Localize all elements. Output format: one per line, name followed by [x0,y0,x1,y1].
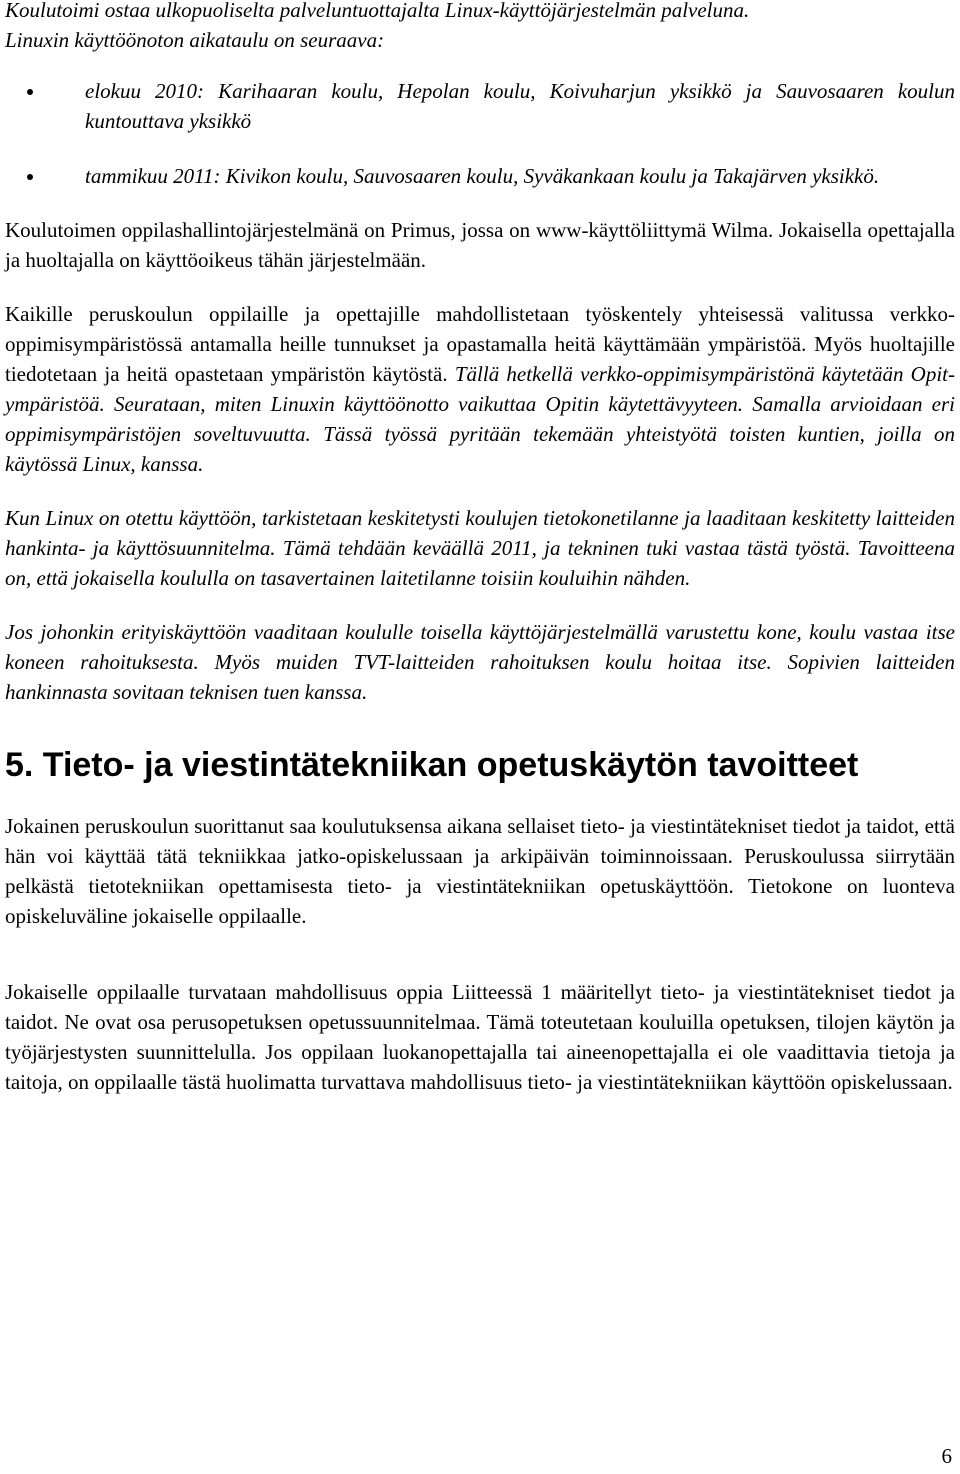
learning-environment-paragraph [5,299,955,479]
list-item [5,161,955,191]
inventory-paragraph: Kun Linux on otettu käyttöön, tarkistetaan keskitetysti koulujen tietokonetilanne ja laaditaan keskitetty laitteiden hankinta- ja käyttösuunnitelma. Tämä tehdään keväällä 2011, ja tekninen tuki vastaa tästä työstä. Tavoitteena on, että jokaisella koululla on tasavertainen laitetilanne toisiin kouluihin nähden. [5,506,955,590]
primus-paragraph: Koulutoimen oppilashallintojärjestelmänä on Primus, jossa on www-käyttöliittymä Wilma. Jokaisella opettajalla ja huoltajalla on käyttöoikeus tähän järjestelmään. [5,218,955,272]
bullet-icon [27,174,33,180]
schedule-item-text: tammikuu 2011: Kivikon koulu, Sauvosaaren koulu, Syväkankaan koulu ja Takajärven yksikkö. [85,164,880,188]
schedule-item-text: elokuu 2010: Karihaaran koulu, Hepolan koulu, Koivuharjun yksikkö ja Sauvosaaren koulun kuntouttava yksikkö [85,79,955,133]
learning-environment-text: Kaikille peruskoulun oppilaille ja opettajille mahdollistetaan työskentely yhteisessä valitussa verkko-oppimisympäristössä antamalla heille tunnukset ja opastamalla heitä käyttämään ympäristöä. Myös huoltajille tiedotetaan ja heitä opastetaan ympäristön käytöstä. [5,302,955,386]
special-use-paragraph: Jos johonkin erityiskäyttöön vaaditaan koululle toisella käyttöjärjestelmällä varustettu kone, koulu vastaa itse koneen rahoituksesta. Myös muiden TVT-laitteiden rahoituksen koulu hoitaa itse. Sopivien laitteiden hankinnasta sovitaan teknisen tuen kanssa. [5,620,955,704]
page-number: 6 [941,1444,952,1468]
bullet-icon [27,89,33,95]
goals-paragraph: Jokainen peruskoulun suorittanut saa koulutuksensa aikana sellaiset tieto- ja viestintätekniset tiedot ja taidot, että hän voi käyttää tätä tekniikkaa jatko-opiskelussaan ja arkipäivän toiminnoissaan. Peruskoulussa siirrytään pelkästä tietotekniikan opettamisesta tieto- ja viestintätekniikan opetuskäyttöön. Tietokone on luonteva opiskeluväline jokaiselle oppilaalle. [5,814,955,928]
section-heading: 5. Tieto- ja viestintätekniikan opetuskäytön tavoitteet [5,746,859,784]
schedule-list [5,76,955,191]
list-item [5,76,955,136]
appendix-paragraph: Jokaiselle oppilaalle turvataan mahdollisuus oppia Liitteessä 1 määritellyt tieto- ja viestintätekniset tiedot ja taidot. Ne ovat osa perusopetuksen opetussuunnitelmaa. Tämä toteutetaan kouluilla opetuksen, tilojen käytön ja työjärjestysten suunnittelulla. Jos oppilaan luokanopettajalla tai aineenopettajalla ei ole vaadittavia tietoja ja taitoja, on oppilaalle tästä huolimatta turvattava mahdollisuus tieto- ja viestintätekniikan käyttöön opiskelussaan. [5,980,955,1094]
learning-environment-italic-text: Tällä hetkellä verkko-oppimisympäristönä käytetään Opit-ympäristöä. Seurataan, miten Linuxin käyttöönotto vaikuttaa Opitin käytettävyyteen. Samalla arvioidaan eri oppimisympäristöjen soveltuvuutta. Tässä työssä pyritään tekemään yhteistyötä toisten kuntien, joilla on käytössä Linux, kanssa. [5,362,956,476]
intro-line-1: Koulutoimi ostaa ulkopuoliselta palveluntuottajalta Linux-käyttöjärjestelmän palveluna. [5,0,750,22]
document-page [5,0,955,1097]
intro-line-2: Linuxin käyttöönoton aikataulu on seuraava: [5,28,385,52]
